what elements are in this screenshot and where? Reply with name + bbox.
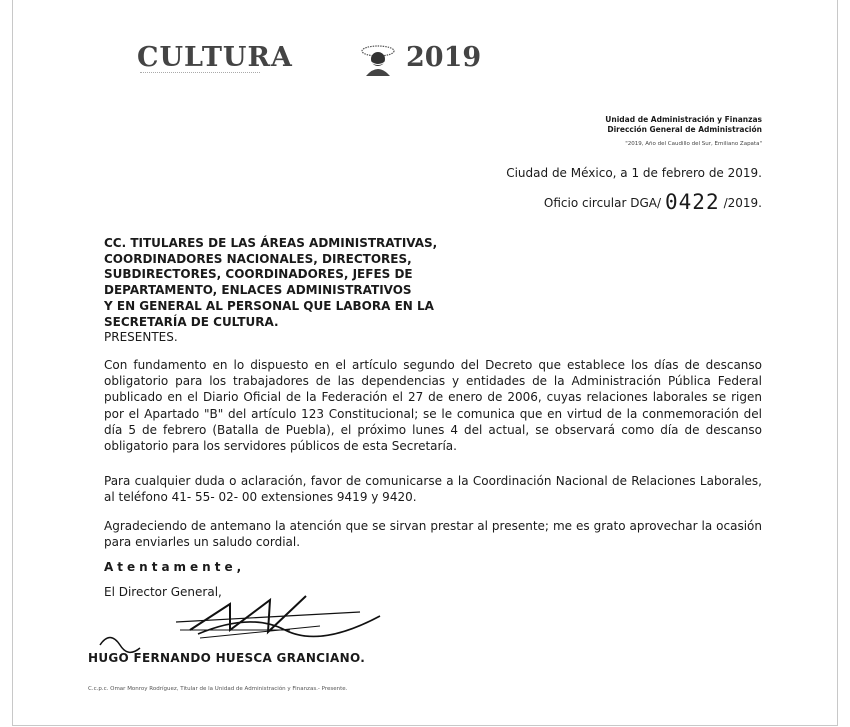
zapata-emblem-icon [356, 42, 400, 76]
presentes: PRESENTES. [104, 330, 178, 344]
addressee-line: CC. TITULARES DE LAS ÁREAS ADMINISTRATIVAS, [104, 236, 438, 250]
cultura-logo-year: 2019 [406, 42, 482, 73]
oficio-prefix: Oficio circular DGA/ [543, 196, 662, 210]
ccp-note: C.c.p.c. Omar Monroy Rodríguez, Titular de la Unidad de Administración y Finanzas.- Presente. [88, 686, 348, 692]
addressee-line: SUBDIRECTORES, COORDINADORES, JEFES DE [104, 267, 413, 282]
addressee-line: Y EN GENERAL AL PERSONAL QUE LABORA EN LA [104, 298, 434, 313]
oficio-reference [544, 190, 762, 214]
oficio-number: 0422 [665, 190, 720, 214]
atentamente: Atentamente, [104, 560, 246, 574]
place-date: Ciudad de México, a 1 de febrero de 2019. [506, 166, 762, 180]
unit-line-1: Unidad de Administración y Finanzas [605, 115, 762, 124]
body-paragraph-3: Agradeciendo de antemano la atención que se sirvan prestar al presente; me es grato aprovechar la ocasión para enviarles un saludo cordial. [104, 519, 762, 550]
unit-line-2: Dirección General de Administración [607, 125, 762, 134]
signer-title: El Director General, [104, 585, 222, 599]
body-paragraph-1: Con fundamento en lo dispuesto en el artículo segundo del Decreto que establece los días de descanso obligatorio para los trabajadores de las dependencias y entidades de la Administración Pública Federal publicado en el Diario Oficial de la Federación el 27 de enero de 2006, cuyas relaciones laborales se rigen por el Apartado "B" del artículo 123 Constitucional; se le comunica que en virtud de la conmemoración del día 5 de febrero (Batalla de Puebla), el próximo lunes 4 del actual, se observará como día de descanso obligatorio para los servidores públicos de esta Secretaría. [104, 358, 762, 454]
addressee-line: SECRETARÍA DE CULTURA. [104, 314, 279, 329]
oficio-suffix: /2019. [723, 196, 762, 210]
addressee-line: DEPARTAMENTO, ENLACES ADMINISTRATIVOS [104, 283, 412, 298]
year-motto: "2019, Año del Caudillo del Sur, Emiliano Zapata" [625, 141, 762, 147]
addressee-block [104, 236, 437, 330]
signer-name: HUGO FERNANDO HUESCA GRANCIANO. [88, 651, 366, 665]
logo-tagline-divider [140, 72, 260, 75]
issuing-unit [605, 115, 762, 135]
cultura-logo-word: CULTURA [137, 42, 293, 73]
body-paragraph-2: Para cualquier duda o aclaración, favor de comunicarse a la Coordinación Nacional de Relaciones Laborales, al teléfono 41- 55- 02- 00 extensiones 9419 y 9420. [104, 474, 762, 505]
addressee-line: COORDINADORES NACIONALES, DIRECTORES, [104, 251, 412, 266]
